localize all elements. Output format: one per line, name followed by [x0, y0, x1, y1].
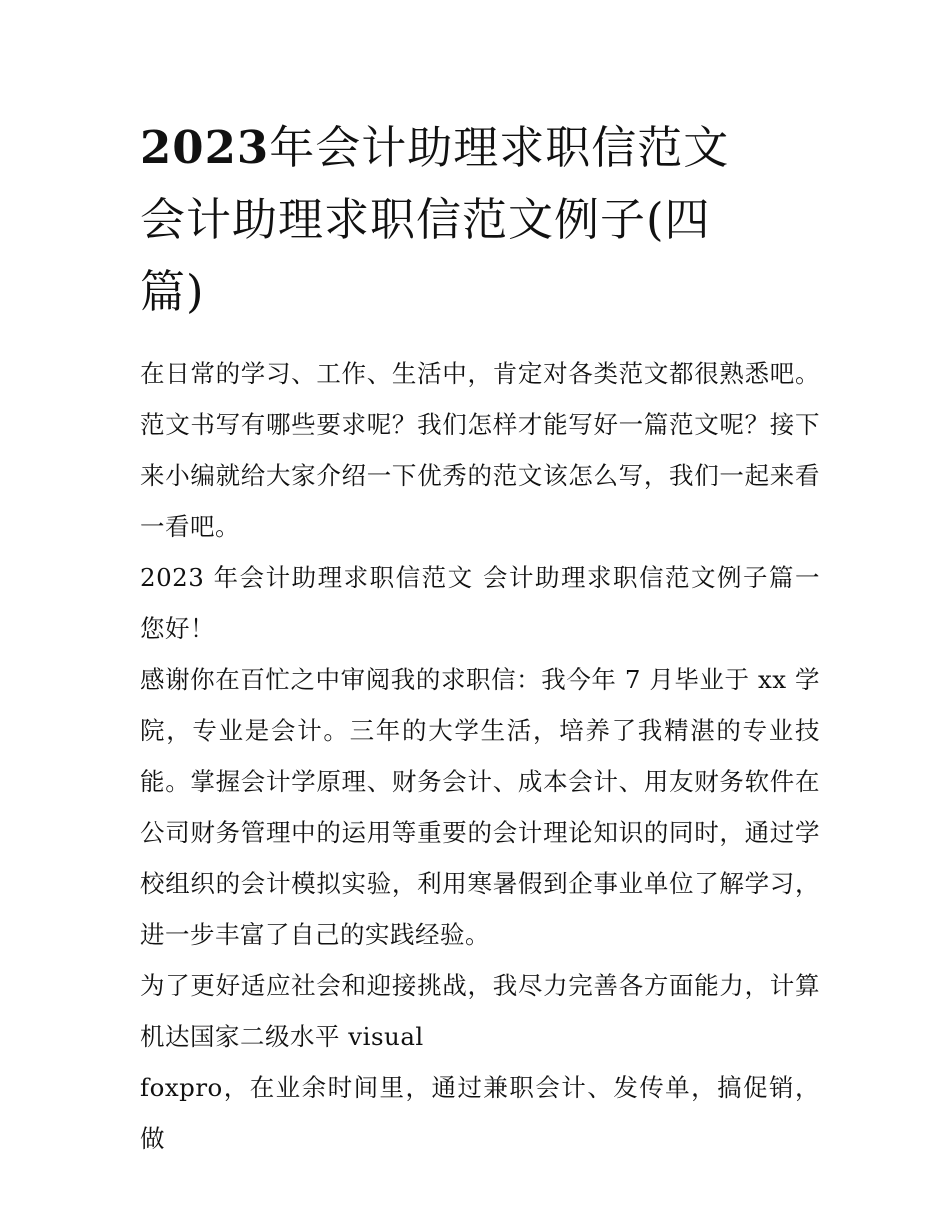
document-body	[140, 348, 820, 1164]
document-page	[140, 112, 820, 1164]
document-title	[140, 112, 820, 328]
intro-paragraph: 在日常的学习、工作、生活中，肯定对各类范文都很熟悉吧。范文书写有哪些要求呢？我们怎样才能写好一篇范文呢？接下来小编就给大家介绍一下优秀的范文该怎么写，我们一起来看一看吧。	[140, 359, 820, 541]
title-line-2: 会计助理求职信范文例子(四	[140, 193, 711, 246]
section-heading-paragraph: 2023 年会计助理求职信范文 会计助理求职信范文例子篇一 您好！	[140, 563, 820, 643]
letter-paragraph: 感谢你在百忙之中审阅我的求职信：我今年 7 月毕业于 xx 学院，专业是会计。三年的大学生活，培养了我精湛的专业技能。掌握会计学原理、财务会计、成本会计、用友财务软件在公司财务管理中的运用等重要的会计理论知识的同时，通过学校组织的会计模拟实验，利用寒暑假到企事业单位了解学习，进一步丰富了自己的实践经验。	[140, 665, 820, 949]
title-line-3: 篇)	[140, 265, 205, 318]
letter-paragraph: 为了更好适应社会和迎接挑战，我尽力完善各方面能力，计算机达国家二级水平 visual	[140, 971, 820, 1051]
letter-paragraph: foxpro，在业余时间里，通过兼职会计、发传单，搞促销，做	[140, 1073, 820, 1153]
title-year: 2023	[140, 121, 270, 174]
title-line-1	[140, 112, 820, 184]
title-line-1-rest: 年会计助理求职信范文	[269, 121, 730, 174]
